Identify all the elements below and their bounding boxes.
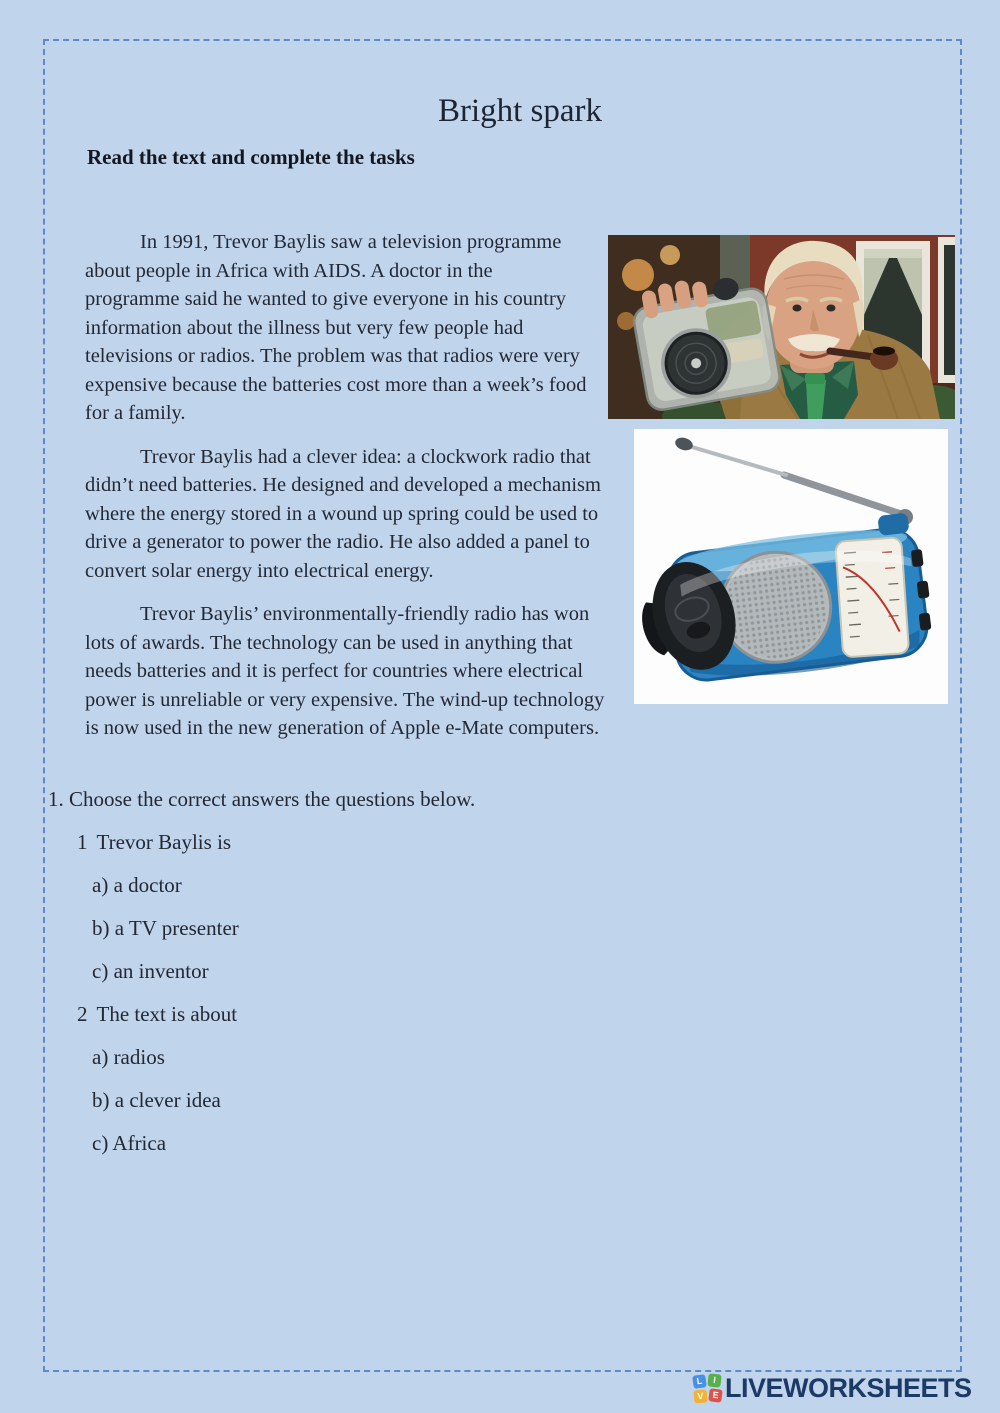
brand-text: LIVEWORKSHEETS <box>725 1373 972 1403</box>
logo-tile-l: L <box>692 1374 707 1389</box>
task-section <box>48 785 955 1158</box>
question-1-text: Trevor Baylis is <box>96 829 232 854</box>
page-title: Bright spark <box>437 93 603 129</box>
question-2-number: 2 <box>77 1001 88 1026</box>
worksheet-frame <box>43 39 962 1372</box>
article-paragraph-3: Trevor Baylis’ environmentally-friendly radio has won lots of awards. The technology can be used in anything that needs batteries and it is perfect for countries where electrical power is unreliable or very expensive. The wind-up technology is now used in the new generation of Apple e-Mate computers. <box>85 603 605 739</box>
question-1-option-b[interactable]: b) a TV presenter <box>92 915 239 940</box>
question-2-option-a[interactable]: a) radios <box>92 1044 165 1069</box>
instruction-heading: Read the text and complete the tasks <box>87 145 415 169</box>
logo-tile-v: V <box>694 1390 708 1404</box>
question-1-line <box>77 828 955 857</box>
question-1-option-a[interactable]: a) a doctor <box>92 872 182 897</box>
reading-text <box>85 228 955 743</box>
article-paragraph-1: In 1991, Trevor Baylis saw a television programme about people in Africa with AIDS. A doctor in the programme said he wanted to give everyone in his country information about the illness but very few people had televisions or radios. The problem was that radios were very expensive because the batteries cost more than a week’s food for a family. <box>85 231 587 424</box>
trevor-baylis-photo <box>608 235 955 419</box>
logo-tile-i: I <box>707 1373 721 1387</box>
clockwork-radio-photo <box>634 429 948 704</box>
logo-tile-e: E <box>708 1388 722 1402</box>
liveworksheets-tiles-icon <box>692 1372 722 1405</box>
question-1-number: 1 <box>77 829 88 854</box>
question-2-option-b[interactable]: b) a clever idea <box>92 1087 221 1112</box>
question-2-line <box>77 1000 955 1029</box>
article-paragraph-2: Trevor Baylis had a clever idea: a clockwork radio that didn’t need batteries. He designed and developed a mechanism where the energy stored in a wound up spring could be used to drive a generator to power the radio. He also added a panel to convert solar energy into electrical energy. <box>85 445 601 582</box>
task-heading: 1. Choose the correct answers the questions below. <box>48 786 476 811</box>
liveworksheets-logo <box>692 1372 972 1405</box>
question-2 <box>48 1000 955 1158</box>
question-1-option-c[interactable]: c) an inventor <box>92 958 209 983</box>
question-2-text: The text is about <box>96 1001 238 1026</box>
question-2-option-c[interactable]: c) Africa <box>92 1130 167 1155</box>
question-1 <box>48 828 955 986</box>
